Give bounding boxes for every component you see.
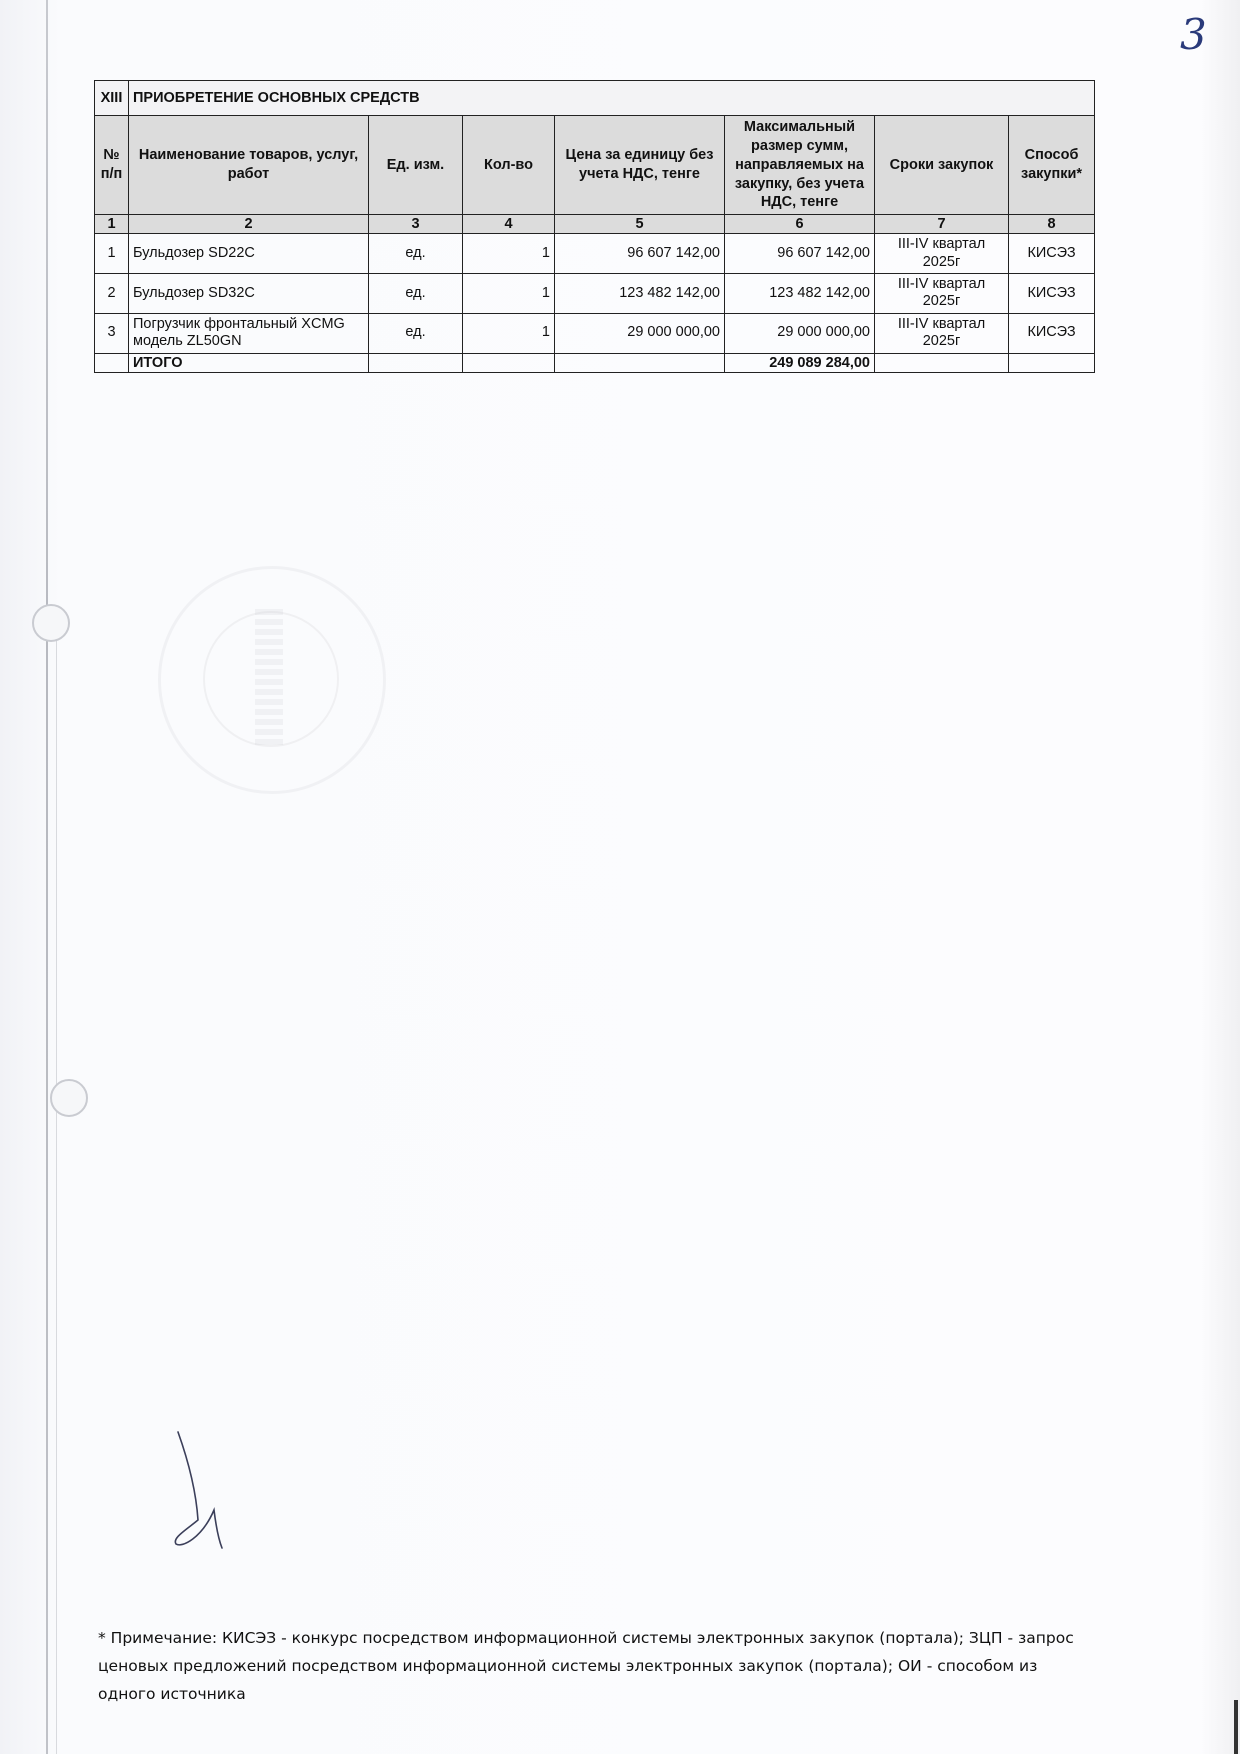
- table-row: [95, 313, 1095, 353]
- page-fold-line: [46, 0, 48, 1754]
- row-qty: 1: [463, 234, 555, 274]
- row-num: 1: [95, 234, 129, 274]
- row-name: Бульдозер SD32C: [129, 274, 369, 314]
- header-unit: Ед. изм.: [369, 116, 463, 215]
- section-title: ПРИОБРЕТЕНИЕ ОСНОВНЫХ СРЕДСТВ: [129, 81, 1095, 116]
- column-index: 6: [725, 215, 875, 234]
- row-name: Погрузчик фронтальный XCMG модель ZL50GN: [129, 313, 369, 353]
- row-unit: ед.: [369, 313, 463, 353]
- row-period: III-IV квартал 2025г: [875, 313, 1009, 353]
- table-row: [95, 274, 1095, 314]
- row-max-amount: 96 607 142,00: [725, 234, 875, 274]
- row-method: КИСЭЗ: [1009, 274, 1095, 314]
- column-index: 2: [129, 215, 369, 234]
- section-header-row: [95, 81, 1095, 116]
- total-empty-cell: [875, 353, 1009, 372]
- header-period: Сроки закупок: [875, 116, 1009, 215]
- header-name: Наименование товаров, услуг, работ: [129, 116, 369, 215]
- seal-text-block: [255, 609, 283, 749]
- total-empty-cell: [95, 353, 129, 372]
- header-max-amount: Максимальный размер сумм, направляемых на закупку, без учета НДС, тенге: [725, 116, 875, 215]
- total-amount: 249 089 284,00: [725, 353, 875, 372]
- column-index: 3: [369, 215, 463, 234]
- row-unit-price: 29 000 000,00: [555, 313, 725, 353]
- page-fold-line-secondary: [56, 620, 57, 1754]
- punch-hole-bottom: [50, 1079, 88, 1117]
- row-period: III-IV квартал 2025г: [875, 274, 1009, 314]
- column-index: 8: [1009, 215, 1095, 234]
- faded-seal-stamp: [158, 566, 386, 794]
- handwritten-signature: [168, 1430, 238, 1550]
- row-unit-price: 123 482 142,00: [555, 274, 725, 314]
- total-row: [95, 353, 1095, 372]
- row-num: 3: [95, 313, 129, 353]
- header-method: Способ закупки*: [1009, 116, 1095, 215]
- procurement-table: [94, 80, 1095, 373]
- row-num: 2: [95, 274, 129, 314]
- row-unit: ед.: [369, 234, 463, 274]
- row-max-amount: 123 482 142,00: [725, 274, 875, 314]
- row-name: Бульдозер SD22C: [129, 234, 369, 274]
- total-empty-cell: [463, 353, 555, 372]
- total-empty-cell: [555, 353, 725, 372]
- handwritten-page-number: 3: [1180, 10, 1207, 59]
- row-period: III-IV квартал 2025г: [875, 234, 1009, 274]
- total-empty-cell: [1009, 353, 1095, 372]
- table-row: [95, 234, 1095, 274]
- row-qty: 1: [463, 313, 555, 353]
- column-header-row: [95, 116, 1095, 215]
- header-num: № п/п: [95, 116, 129, 215]
- header-qty: Кол-во: [463, 116, 555, 215]
- total-empty-cell: [369, 353, 463, 372]
- column-index: 4: [463, 215, 555, 234]
- row-method: КИСЭЗ: [1009, 313, 1095, 353]
- row-unit: ед.: [369, 274, 463, 314]
- row-method: КИСЭЗ: [1009, 234, 1095, 274]
- row-max-amount: 29 000 000,00: [725, 313, 875, 353]
- column-index: 7: [875, 215, 1009, 234]
- punch-hole-top: [32, 604, 70, 642]
- column-index-row: [95, 215, 1095, 234]
- total-label: ИТОГО: [129, 353, 369, 372]
- row-unit-price: 96 607 142,00: [555, 234, 725, 274]
- section-number: XIII: [95, 81, 129, 116]
- column-index: 5: [555, 215, 725, 234]
- column-index: 1: [95, 215, 129, 234]
- header-unit-price: Цена за единицу без учета НДС, тенге: [555, 116, 725, 215]
- row-qty: 1: [463, 274, 555, 314]
- page-edge-mark: [1234, 1700, 1238, 1754]
- footnote: * Примечание: КИСЭЗ - конкурс посредством информационной системы электронных закупок (портала); ЗЦП - запрос ценовых предложений посредством информационной системы электронных закупок (портала); ОИ - способом из одного источника: [98, 1629, 1074, 1703]
